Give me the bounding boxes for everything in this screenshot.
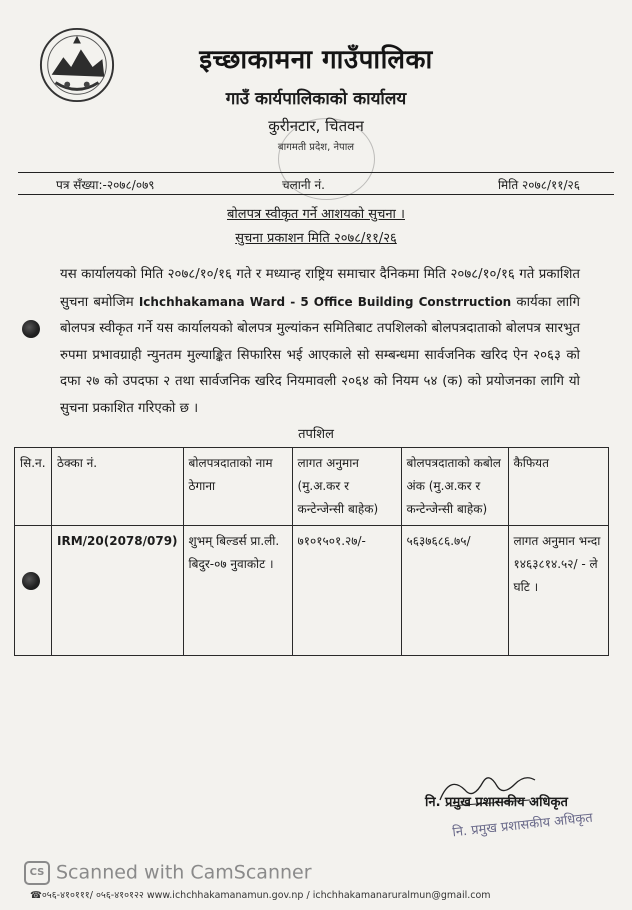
scanner-watermark [24,861,312,885]
cell-bid-amount: ५६३७६८६.७५/ [401,526,508,656]
signature-stamp: नि. प्रमुख प्रशासकीय अधिकृत [451,810,594,841]
cell-sn [15,526,52,656]
cell-remarks: लागत अनुमान भन्दा १४६३८१४.५२/ - ले घटि । [508,526,608,656]
cell-estimate: ७१०१५०१.२७/- [292,526,401,656]
body-text-before: यस कार्यालयको मिति २०७८/१०/१६ गते र मध्यान्ह राष्ट्रिय समाचार दैनिकमा मिति २०७८/१०/१६ गते प्रकाशित सुचना बमोजिम [60,267,580,310]
header-remarks: कैफियत [508,448,608,526]
camscanner-logo-icon: CS [24,861,50,885]
table-header-row [15,448,609,526]
project-name: Ichchhakamana Ward - 5 Office Building Constrruction [138,294,512,309]
office-subtitle: गाउँ कार्यपालिकाको कार्यालय [225,89,407,109]
cell-contract-no: IRM/20(2078/079) [52,526,184,656]
notice-publish-date [0,228,632,246]
cell-bidder: शुभम् बिल्डर्स प्रा.ली. बिदुर-०७ नुवाकोट । [183,526,292,656]
header-bidder: बोलपत्रदाताको नाम ठेगाना [183,448,292,526]
bid-details-table [14,447,609,656]
header-rule-top [18,172,614,173]
scanner-text: Scanned with CamScanner [56,861,312,884]
footer-contact: ☎०५६-४१०१११/ ०५६-४१०१२२ www.ichchhakamanamun.gov.np / ichchhakamanaruralmun@gmail.com [30,890,491,901]
header-estimate: लागत अनुमान (मु.अ.कर र कन्टेन्जेन्सी बाहेक) [292,448,401,526]
body-text-after: कार्यका लागि बोलपत्र स्वीकृत गर्ने यस कार्यालयको बोलपत्र मुल्यांकन समितिबाट तपशिलको बोलपत्रदाताको बोलपत्र सारभुत रुपमा प्रभावग्राही न्युनतम मुल्याङ्कित सिफारिस भई आएकाले सो सम्बन्धमा सार्वजनिक खरिद ऐन २०६३ को दफा २७ को उपदफा २ तथा सार्वजनिक खरिद नियमावली २०६४ को नियम ५४ (क) को प्रयोजनका लागि यो सुचना प्रकाशित गरिएको छ । [60,294,580,416]
province-text: बागमती प्रदेश, नेपाल [277,142,355,153]
notice-body [60,262,580,422]
punch-hole [22,320,40,338]
header-contract-no: ठेक्का नं. [52,448,184,526]
notice-publish-date-text: सुचना प्रकाशन मिति २०७८/११/२६ [235,231,397,246]
table-caption: तपशिल [298,427,334,442]
header-sn: सि.न. [15,448,52,526]
notice-title-text: बोलपत्र स्वीकृत गर्ने आशयको सुचना । [227,207,405,222]
punch-hole [22,572,40,590]
office-location: कुरीनटार, चितवन [268,117,364,135]
letter-date: मिति २०७८/११/२६ [497,178,580,192]
dispatch-number: चलानी नं. [282,178,325,192]
header-rule-bottom [18,194,614,195]
municipality-title: इच्छाकामना गाउँपालिका [199,45,433,75]
signatory-title: नि. प्रमुख प्रशासकीय अधिकृत [425,795,568,810]
table-row [15,526,609,656]
letter-number: पत्र सँख्या:-२०७८/०७९ [56,178,155,192]
header-bid-amount: बोलपत्रदाताको कबोल अंक (मु.अ.कर र कन्टेन्जेन्सी बाहेक) [401,448,508,526]
notice-title [0,204,632,222]
